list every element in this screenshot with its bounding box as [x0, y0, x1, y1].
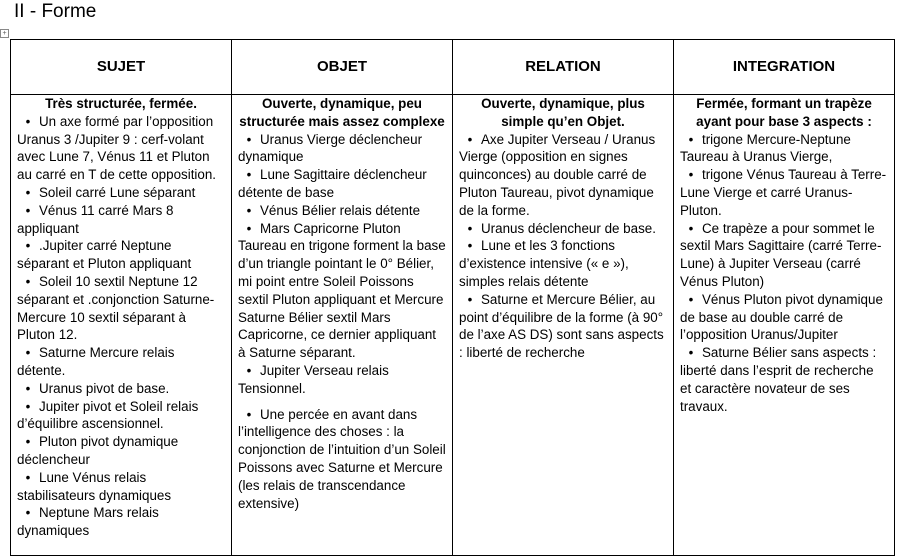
relation-lead: Ouverte, dynamique, plus simple qu’en Objet.: [481, 96, 645, 129]
objet-list: [238, 131, 446, 513]
list-item-text: Mars Capricorne Pluton Taureau en trigone forment la base d’un triangle pointant le 0° Bélier, mi point entre Soleil Poissons sextil Pluton appliquant et Mercure Saturne Bélier sextil Mars Capricorne, ce dernier appliquant à Saturne séparant.: [238, 220, 446, 361]
bullet-icon: •: [246, 202, 252, 218]
bullet-icon: •: [25, 113, 31, 129]
list-item-text: Axe Jupiter Verseau / Uranus Vierge (opposition en signes quinconces) au double carré de Pluton Taureau, pivot dynamique de la forme.: [459, 131, 656, 218]
list-item-text: Saturne Mercure relais détente.: [17, 345, 175, 378]
list-item: [238, 131, 446, 167]
cell-relation: [453, 95, 674, 556]
bullet-icon: •: [467, 238, 473, 254]
list-item-text: Jupiter pivot et Soleil relais d’équilibre ascensionnel.: [17, 398, 199, 432]
bullet-icon: •: [467, 220, 473, 236]
list-item-text: Neptune Mars relais dynamiques: [17, 505, 159, 539]
list-item: [459, 237, 667, 290]
objet-lead: Ouverte, dynamique, peu structurée mais assez complexe: [239, 96, 445, 129]
list-item: [17, 273, 225, 344]
relation-list: [459, 131, 667, 362]
list-item-text: Uranus Vierge déclencheur dynamique: [238, 131, 423, 165]
list-item: [238, 362, 446, 398]
list-item: [459, 220, 667, 238]
bullet-icon: •: [25, 184, 31, 200]
bullet-icon: •: [25, 380, 31, 396]
header-relation: RELATION: [453, 40, 674, 95]
list-item-text: .Jupiter carré Neptune séparant et Pluton appliquant: [17, 238, 192, 272]
list-item: [17, 113, 225, 184]
list-item: [17, 184, 225, 202]
header-sujet: SUJET: [11, 40, 232, 95]
bullet-icon: •: [688, 291, 694, 307]
list-item: [17, 469, 225, 505]
list-item-text: Soleil carré Lune séparant: [39, 184, 196, 200]
list-item-text: trigone Mercure-Neptune Taureau à Uranus Vierge,: [680, 131, 851, 165]
list-item: [238, 406, 446, 513]
bullet-icon: •: [25, 238, 31, 254]
cell-sujet: [11, 95, 232, 556]
list-item-text: Un axe formé par l’opposition Uranus 3 /Jupiter 9 : cerf-volant avec Lune 7, Vénus 11 et Pluton au carré en T de cette opposition.: [17, 113, 217, 183]
list-item: [17, 433, 225, 469]
list-item-text: Jupiter Verseau relais Tensionnel.: [238, 362, 389, 396]
bullet-icon: •: [246, 406, 252, 422]
bullet-icon: •: [25, 273, 31, 289]
sujet-lead: Très structurée, fermée.: [45, 96, 197, 111]
bullet-icon: •: [25, 505, 31, 521]
list-item: [680, 291, 888, 344]
list-item-text: Pluton pivot dynamique déclencheur: [17, 434, 179, 467]
list-item: [17, 398, 225, 434]
list-item: [238, 220, 446, 362]
bullet-icon: •: [246, 131, 252, 147]
list-item-text: Uranus déclencheur de base.: [481, 220, 656, 236]
list-item: [238, 202, 446, 220]
list-item: [459, 131, 667, 220]
bullet-icon: •: [25, 434, 31, 450]
header-row: [11, 40, 895, 95]
list-item: [17, 380, 225, 398]
list-item-text: Lune Vénus relais stabilisateurs dynamiques: [17, 469, 172, 503]
list-item-text: Vénus Bélier relais détente: [260, 202, 421, 218]
list-item-text: Vénus Pluton pivot dynamique de base au double carré de l’opposition Uranus/Jupiter: [680, 291, 883, 343]
bullet-icon: •: [246, 220, 252, 236]
integration-lead: Fermée, formant un trapèze ayant pour base 3 aspects :: [696, 96, 872, 129]
list-item-text: Lune et les 3 fonctions d’existence intensive (« e »), simples relais détente: [459, 238, 629, 289]
bullet-icon: •: [246, 362, 252, 378]
list-item-text: Saturne et Mercure Bélier, au point d’équilibre de la forme (à 90° de l’axe AS DS) sont sans aspects : liberté de recherche: [459, 291, 664, 361]
list-item: [17, 202, 225, 238]
list-item: [238, 166, 446, 202]
cell-integration: [674, 95, 895, 556]
cell-objet: [232, 95, 453, 556]
list-item: [680, 220, 888, 291]
list-item-text: Une percée en avant dans l’intelligence des choses : la conjonction de l’intuition d’un Soleil Poissons avec Saturne et Mercure (les relais de transcendance extensive): [238, 406, 446, 511]
bullet-icon: •: [467, 131, 473, 147]
section-heading: II - Forme: [14, 1, 97, 22]
list-item: [17, 504, 225, 540]
forme-table: [10, 39, 895, 556]
bullet-icon: •: [688, 220, 694, 236]
list-item: [680, 131, 888, 167]
table-move-handle-icon[interactable]: +: [0, 29, 9, 38]
list-item-text: Vénus 11 carré Mars 8 appliquant: [17, 202, 174, 236]
list-item: [17, 237, 225, 273]
list-item-text: Saturne Bélier sans aspects : liberté dans l’esprit de recherche et caractère novateur de ses travaux.: [680, 345, 877, 414]
header-objet: OBJET: [232, 40, 453, 95]
integration-list: [680, 131, 888, 416]
list-item-text: Ce trapèze a pour sommet le sextil Mars Sagittaire (carré Terre-Lune) à Jupiter Verseau (carré Vénus Pluton): [680, 220, 882, 289]
list-item-text: Uranus pivot de base.: [39, 380, 170, 396]
list-item: [459, 291, 667, 362]
list-item: [17, 344, 225, 380]
header-integration: INTEGRATION: [674, 40, 895, 95]
bullet-icon: •: [467, 291, 473, 307]
list-item: [680, 166, 888, 219]
bullet-icon: •: [25, 398, 31, 414]
bullet-icon: •: [25, 202, 31, 218]
content-row: [11, 95, 895, 556]
bullet-icon: •: [688, 345, 694, 361]
sujet-list: [17, 113, 225, 540]
list-item-text: trigone Vénus Taureau à Terre-Lune Vierge et carré Uranus-Pluton.: [680, 167, 887, 218]
bullet-icon: •: [688, 131, 694, 147]
bullet-icon: •: [25, 345, 31, 361]
list-item-text: Lune Sagittaire déclencheur détente de base: [238, 167, 427, 200]
bullet-icon: •: [25, 469, 31, 485]
bullet-icon: •: [246, 167, 252, 183]
list-item: [680, 344, 888, 415]
bullet-icon: •: [688, 167, 694, 183]
list-item-text: Soleil 10 sextil Neptune 12 séparant et .conjonction Saturne-Mercure 10 sextil séparant à Pluton 12.: [17, 273, 215, 343]
